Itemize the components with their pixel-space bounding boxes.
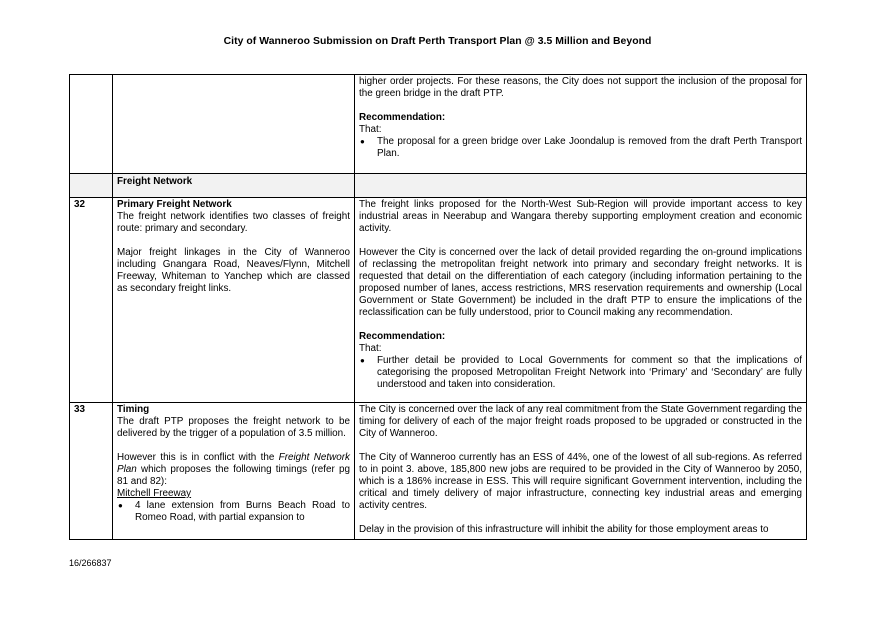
list-item-text: 4 lane extension from Burns Beach Road to Romeo Road, with partial expansion to [135,500,350,523]
topic-heading: Primary Freight Network [117,199,232,210]
topic-paragraph: Major freight linkages in the City of Wanneroo including Gnangara Road, Neaves/Flynn, Mitchell Freeway, Whiteman to Yanchep which are classed as secondary freight links. [117,247,350,294]
response-cell [355,198,807,403]
list-item [359,136,802,160]
table-row [70,198,807,403]
section-heading-row [70,174,807,198]
topic-heading: Timing [117,404,150,415]
document-number: 16/266837 [69,558,112,568]
list-item-text: Further detail be provided to Local Governments for comment so that the implications of categorising the proposed Metropolitan Freight Network into ‘Primary’ and ‘Secondary’ are fully understood and taken into consideration. [377,355,802,390]
section-heading: Freight Network [113,174,355,198]
topic-cell [113,403,355,540]
table-row [70,403,807,540]
topic-text: which proposes the following timings (refer pg 81 and 82): [117,464,350,487]
topic-text: However this is in conflict with the [117,452,279,463]
list-item [117,500,350,524]
bullet-icon: ● [118,501,123,510]
topic-paragraph: The draft PTP proposes the freight network to be delivered by the trigger of a population of 3.5 million. [117,416,350,439]
response-paragraph: However the City is concerned over the lack of detail provided regarding the on-ground implications of reclassing the metropolitan freight network into primary and secondary freight networks. It is requested that detail on the differentiation of each category (including information pertaining to the proposed number of lanes, access restrictions, MRS reservation requirements and ownership (Local Government or State Government) be included in the draft PTP to ensure the implications of the reclassification can be fully understood, prior to Council making any recommendation. [359,247,802,318]
row-number: 32 [70,198,113,403]
row-number: 33 [70,403,113,540]
topic-subheading: Mitchell Freeway [117,488,192,499]
list-item [359,355,802,391]
topic-cell [113,198,355,403]
submission-table [69,74,807,540]
response-paragraph: Delay in the provision of this infrastructure will inhibit the ability for those employment areas to [359,524,769,535]
recommendation-list [359,136,802,160]
response-paragraph: The City is concerned over the lack of any real commitment from the State Government regarding the timing for delivery of each of the major freight roads proposed to be upgraded or constructed in the City of Wanneroo. [359,404,802,439]
list-item-text: The proposal for a green bridge over Lake Joondalup is removed from the draft Perth Transport Plan. [377,136,802,159]
recommendation-heading: Recommendation: [359,331,446,342]
response-cell [355,75,807,174]
recommendation-that: That: [359,343,382,354]
recommendation-heading: Recommendation: [359,112,446,123]
timing-list [117,500,350,524]
topic-paragraph: The freight network identifies two classes of freight route: primary and secondary. [117,211,350,234]
topic-cell [113,75,355,174]
table-row [70,75,807,174]
plan-reference: Freight Network Plan [117,452,350,475]
recommendation-list [359,355,802,391]
document-title: City of Wanneroo Submission on Draft Perth Transport Plan @ 3.5 Million and Beyond [223,36,652,47]
bullet-icon: ● [360,137,365,146]
topic-paragraph [117,452,350,488]
row-number-cell [70,75,113,174]
response-cell [355,174,807,198]
bullet-icon: ● [360,356,365,365]
response-paragraph: The City of Wanneroo currently has an ESS of 44%, one of the lowest of all sub-regions. As referred to in point 3. above, 185,800 new jobs are required to be provided in the City of Wanneroo by 2050, which is a 186% increase in ESS. This will require significant Government intervention, including the critical and timely delivery of major infrastructure, connecting key industrial areas and emerging activity centres. [359,452,802,511]
response-paragraph: higher order projects. For these reasons, the City does not support the inclusion of the proposal for the green bridge in the draft PTP. [359,76,802,99]
row-number-cell [70,174,113,198]
recommendation-that: That: [359,124,382,135]
response-cell [355,403,807,540]
response-paragraph: The freight links proposed for the North-West Sub-Region will provide important access to key industrial areas in Neerabup and Wangara thereby supporting employment creation and economic activity. [359,199,802,234]
